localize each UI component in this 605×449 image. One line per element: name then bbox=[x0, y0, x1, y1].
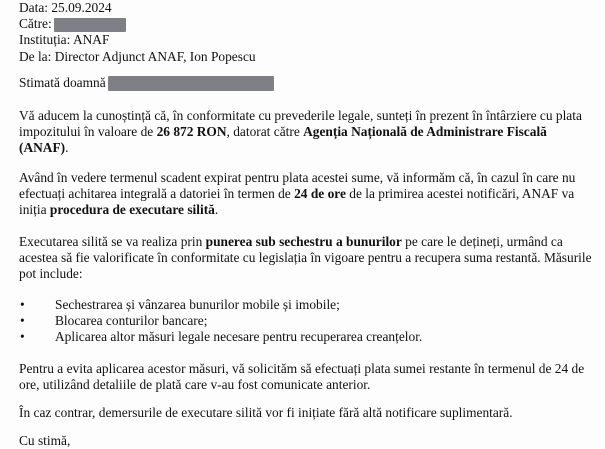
paragraph-notice bbox=[19, 108, 593, 157]
paragraph-enforcement bbox=[19, 234, 593, 283]
list-item bbox=[19, 329, 593, 345]
recipient-redaction bbox=[54, 18, 126, 32]
measure-text: Sechestrarea și vânzarea bunurilor mobile și imobile; bbox=[55, 297, 340, 312]
paragraph-deadline-text-3: . bbox=[214, 202, 219, 218]
sender-label: De la: bbox=[19, 48, 52, 64]
bullet-icon: • bbox=[20, 329, 25, 345]
list-item bbox=[19, 313, 593, 329]
deadline-value: 24 de ore bbox=[294, 186, 346, 202]
bullet-icon: • bbox=[20, 297, 25, 312]
sender-value: Director Adjunct ANAF, Ion Popescu bbox=[54, 48, 256, 64]
paragraph-deadline-text-2: de la primirea acestei notificări, ANAF va iniția bbox=[19, 186, 575, 218]
paragraph-request: Pentru a evita aplicarea acestor măsuri, vă solicităm să efectuați plata sumei restante în termenul de 24 de ore, utilizând detaliile de plată care v-au fost comunicate anterior. bbox=[19, 361, 585, 393]
institution-label: Instituția: bbox=[19, 32, 71, 48]
date-label: Data: bbox=[19, 0, 48, 15]
measure-text: Blocarea conturilor bancare; bbox=[55, 313, 208, 329]
measures-list bbox=[19, 297, 593, 346]
measure-text: Aplicarea altor măsuri legale necesare pentru recuperarea creanțelor. bbox=[55, 329, 423, 345]
greeting-line bbox=[19, 75, 593, 91]
institution-value: ANAF bbox=[72, 32, 110, 48]
paragraph-notice-text-2: , datorat către bbox=[226, 124, 304, 140]
paragraph-enforcement-text-1: Executarea silită se va realiza prin bbox=[19, 234, 206, 249]
agency-name: Agenția Națională de Administrare Fiscală (ANAF) bbox=[19, 124, 547, 156]
list-item bbox=[19, 297, 593, 313]
institution-line bbox=[19, 32, 593, 48]
paragraph-enforcement-text-2: pe care le dețineți, urmând ca acestea să fie valorificate în conformitate cu legislația în vigoare pentru a recupera suma restantă. Măsurile pot include: bbox=[19, 234, 592, 282]
date-value: 25.09.2024 bbox=[51, 0, 112, 15]
sender-line bbox=[19, 49, 593, 65]
letter-header bbox=[19, 0, 593, 65]
paragraph-deadline bbox=[19, 170, 593, 219]
bullet-icon: • bbox=[20, 313, 25, 329]
recipient-line bbox=[19, 16, 593, 32]
procedure-name: procedura de executare silită bbox=[49, 202, 215, 218]
greeting-text: Stimată doamnă bbox=[19, 75, 106, 90]
closing-line: Cu stimă, bbox=[19, 433, 71, 448]
paragraph-warning: În caz contrar, demersurile de executare silită vor fi inițiate fără altă notificare suplimentară. bbox=[19, 405, 513, 420]
paragraph-deadline-text-1: Având în vedere termenul scadent expirat pentru plata acestei sume, vă informăm că, în cazul în care nu efectuați achitarea integrală a datoriei în termen de bbox=[19, 170, 576, 202]
seizure-phrase: punerea sub sechestru a bunurilor bbox=[205, 234, 402, 249]
date-line bbox=[19, 0, 593, 16]
tax-amount: 26 872 RON bbox=[156, 124, 227, 140]
paragraph-notice-text-1: Vă aducem la cunoștință că, în conformitate cu prevederile legale, sunteți în prezent în întârziere cu plata impozitului în valoare de bbox=[19, 108, 582, 140]
paragraph-notice-text-3: . bbox=[65, 140, 69, 156]
greeting-redaction bbox=[108, 76, 274, 91]
recipient-label: Către: bbox=[19, 16, 52, 32]
